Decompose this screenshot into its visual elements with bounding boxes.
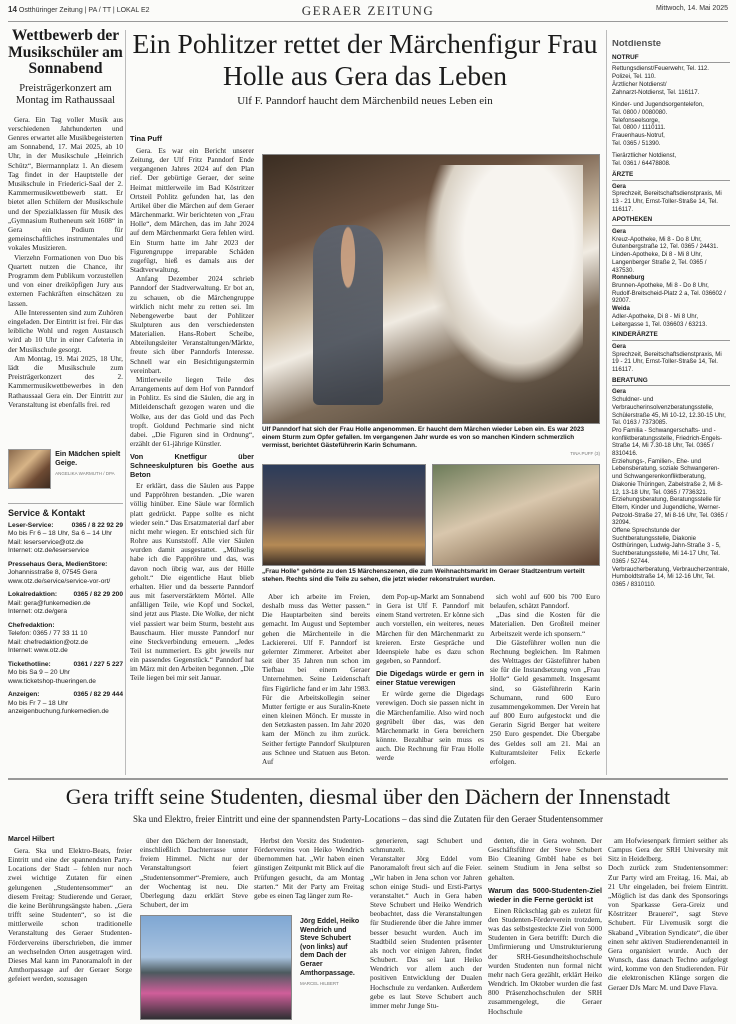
service-line: Mo bis Sa 9 – 20 Uhr: [8, 669, 70, 676]
notdienste-line: Erziehungsberatung, Beratungsstelle für Eltern, Kinder und Jugendliche, Werner-Petzold-Straße 27, Mi 8-16 Uhr, Tel. 0365 / 32094.: [612, 496, 728, 527]
paragraph: am Hofwiesenpark firmiert seither als Campus Gera der SRH University mit Sitz in Heidelberg. Doch zurück zum Studentensommer: Zur Party wird am Freitag, 16. Mai, ab 21 Uhr eingeladen, bei freiem Eintritt. „Möglich ist das dank des Sponsorings von Sparkasse Gera-Greiz und Köstritzer Brauerei“, sagt Steve Schubert. Für Livemusik sorgt die Skaband „Vibration Syndicate“, die über einen sehr aktiven Studierendenanteil in Gera organisiert wurde. Auch der Wunsch, dass danach Techno aufgelegt wird, komme von den Studierenden. Für die elektronischen Klänge sorgen die Geraer DJs Marc M. und Dave Flava.: [608, 836, 728, 992]
notdienste-line: Linden-Apotheke, Di 8 - Mi 8 Uhr, Langenberger Straße 2, Tel. 0365 / 437530.: [612, 251, 707, 274]
notdienste-line: Gera: [612, 182, 626, 190]
paragraph: Die Gästeführer wollen nun die Rechnung begleichen. Im Rahmen des Welttages der Gästeführer haben sie für die Instandsetzung von „Frau Holle“ Geld gesammelt. Insgesamt sind, so Gästeführerin Karin Schumann, rund 600 Euro zusammengekommen. Der Verein hat auf 800 Euro aufgestockt und die Gerarin Sigrid Berger hat weitere 250 Euro gespendet. Die Übergabe des Geldes soll am 21. Mai an Kulturamtsleiter Felix Eckerle erfolgen.: [490, 637, 600, 766]
notdienste-line: Weida: [612, 305, 630, 313]
paragraph: Am Montag, 19. Mai 2025, 18 Uhr, lädt die Musikschule zum Preisträgerkonzert des 2. Kammermusikwettbewerbes in den Rathaussaal Gera ein. Der Eintritt zur Veranstaltung ist ebenfalls frei. red: [8, 353, 123, 409]
service-label: Lokalredaktion:: [8, 591, 58, 598]
notdienste-line: Tel. 0361 / 64478808.: [612, 160, 671, 168]
service-line: Johannisstraße 8, 07545 Gera: [8, 569, 98, 576]
bottom-column-1: [8, 846, 132, 1020]
service-block-header: [8, 591, 123, 600]
paragraph: Aber ich arbeite im Freien, deshalb muss das Wetter passen.“ Die Hauptarbeiten sind bereits gemacht. Im August und September gehen die Märchenteile in die Lackiererei. Ulf F. Panndorf ist gelernter Zimmerer. Arbeitet aber seit über 35 Jahren nun schon im Tiefbau bei einem Geraer Unternehmen. Seine Leidenschaft fürs Figürliche fand er im Jahr 1983. Für die Arbeitskollegin seiner Mutter fertigte er aus Suralin-Knete einen kleinen Mönch. Er musste in den Setzkasten passen. Im Jahr 2020 kam der Mönch zu ihm zurück. Seither fertigte Panndorf Skulpturen aus Schnee und Statuen aus Beton. Auf: [262, 592, 370, 766]
photo-credit: ANGELIKA WARMUTH / DPA: [55, 470, 115, 476]
notdienste-line: Schuldner- und Verbraucherinsolvenzberatungsstelle, Schülerstraße 45, Mi 10-12, 12.30-15 Uhr, Tel. 0163 / 7373085.: [612, 396, 726, 427]
service-line: Internet: otz.de/gera: [8, 608, 68, 615]
bottom-subheadline: Ska und Elektro, freier Eintritt und eine der spannendsten Party-Locations – das sind die Zutaten für den Geraer Studentensommer: [132, 814, 604, 824]
notdienste-line: Frauenhaus-Notruf,: [612, 132, 665, 140]
man-figure: [313, 225, 383, 405]
notdienste-column: [612, 40, 730, 775]
service-line: Mo bis Fr 7 – 18 Uhr: [8, 699, 69, 707]
service-block-header: [8, 661, 123, 670]
christmas-market-photo: [262, 464, 426, 566]
paragraph: Einen Rückschlag gab es zuletzt für den Studenten-Förderverein trotzdem, was das selbstgesteckte Ziel von 5000 Studenten in Gera betrifft: Durch die Umfirmierung und Umstrukturierung der SRH-Gesundheitshochschule wurden Studenten nun formal nicht mehr nach Gera gezählt, erklärt Heiko Wendrich. Im Oktober wurden die fast 800 Präsenzhochschulen der SRH zusammengelegt, die Geraer Hochschule: [488, 905, 602, 1016]
section-heading: Von Knetfigur über Schneeskulpturen bis Goethe aus Beton: [130, 452, 254, 480]
notdienste-heading: KINDERÄRZTE: [612, 331, 730, 341]
paragraph: Herbst den Vorsitz des Studenten-Fördervereins von Heiko Wendrich übernommen hat. „Wir haben einen günstigen Zeitpunkt mit Blick auf die Prüfungen gesucht, da am Montag starten.“ Mit der Party am Freitag gebe es einen Tag länger zum Re-: [254, 836, 364, 900]
notdienste-title: Notdienste: [612, 40, 662, 49]
main-column-3: [376, 592, 484, 772]
side-photo-caption: Ein Mädchen spielt Geige. ANGELIKA WARMUTH / DPA: [55, 449, 123, 495]
notdienste-line: Ronneburg: [612, 274, 645, 282]
column-divider: [125, 30, 126, 775]
side-photo: [8, 449, 123, 495]
service-line: anzeigenbuchung.funkemedien.de: [8, 708, 109, 715]
notdienste-line: Polizei, Tel. 110.: [612, 73, 656, 81]
notdienste-line: Sprechzeit, Bereitschaftsdienstpraxis, Mi 13 - 21 Uhr, Ernst-Toller-Straße 14, Tel. 116117.: [612, 190, 722, 213]
service-phone: 0361 / 227 5 227: [73, 660, 123, 668]
main-headline: Ein Pohlitzer rettet der Märchenfigur Frau Holle aus Gera das Leben: [132, 28, 598, 91]
notdienste-line: Kinder- und Jugendsorgentelefon,: [612, 101, 704, 109]
side-article-subtitle: Preisträgerkonzert am Montag im Rathaussaal: [15, 82, 116, 106]
service-line: Mail: gera@funkemedien.de: [8, 599, 91, 607]
notdienste-line: Tierärztlicher Notdienst,: [612, 152, 677, 160]
section-heading: Warum das 5000-Studenten-Ziel wieder in die Ferne gerückt ist: [488, 885, 602, 904]
photo-credit: TINA PUFF (3): [570, 451, 600, 456]
spacer: [8, 717, 123, 722]
service-label: Pressehaus Gera, MedienStore:: [8, 560, 108, 568]
bottom-photo-caption: Jörg Eddel, Heiko Wendrich und Steve Schubert (von links) auf dem Dach der Geraer Amthorpassage. MARCEL HILBERT: [300, 918, 360, 989]
notdienste-line: Offene Sprechstunde der Suchtberatungsstelle, Diakonie Ostthüringen, Ludwig-Jahn-Straße 3 - 5, Suchtberatungsstelle, Mi 14-17 Uhr, Tel. 0365 / 52744.: [612, 527, 721, 565]
panndorf-photo: [262, 154, 600, 424]
notdienste-line: Gera: [612, 342, 626, 350]
service-label: Anzeigen:: [8, 691, 40, 698]
service-line: www.ticketshop-thueringen.de: [8, 677, 96, 685]
paragraph: Er erklärt, dass die Säulen aus Pappe und Pappröhren bestanden. „Die waren völlig hinüber. Eine Säule war förmlich platt gedrückt. Pappe sollte es nicht wieder sein.“ Das Ersatzmaterial darf aber nicht mehr wiegen. Er entschied sich für Rohre aus Kunststoff. Alle vier Säulen wurden damit ausgestattet. „Mühselig habe ich die Pappröhre und das, was davon noch übrig war, aus der Hülle geholt.“ Die eigentliche Haut blieb erhalten. Hier und da besserte Panndorf aus mit faserverstärktem Mörtel. Alle anfälligen Teile, wie Kopf und Sockel, sind jetzt aus Plaste. Die Wolke, der nicht viel passiert war beim Sturm, besteht aus Bauschaum. Hier musste Panndorf nur eine Steckverbindung erneuern. „Jedes Teil ist nummeriert. Es gibt jeweils nur ein passendes Gegenstück.“ Panndorf hat im März mit den Arbeiten begonnen. „Die Teile liegen bei mir seit Januar.: [130, 481, 254, 683]
bottom-column-2: [140, 836, 248, 912]
bottom-column-6: [608, 836, 728, 1020]
violin-girl-photo: [8, 449, 51, 489]
service-block-header: [8, 622, 123, 631]
paragraph: „Das sind die Kosten für die Materialien. Den Großteil meiner Arbeitszeit werde ich sponsern.“: [490, 610, 600, 638]
notdienste-line: Tel. 0800 / 1110111.: [612, 124, 666, 132]
notdienste-line: Sprechzeit, Bereitschaftsdienstpraxis, Mi 19 - 21 Uhr, Ernst-Toller-Straße 14, Tel. 116117.: [612, 350, 722, 374]
notdienste-line: Tel. 0365 / 51390.: [612, 139, 661, 147]
paragraph: generieren, sagt Schubert und schmunzelt. Veranstalter Jörg Eddel vom Panoramaloft freut sich auf die Feier. „Wir haben in Jena schon vor Jahren schon einige Studi- und Ersti-Partys veranstaltet.“ Auch in Gera haben Steve Schubert und Heiko Wendrich beobachtet, dass die Veranstaltungen für Studierende über die Jahre immer besser besucht wurden. Auch im Stadtbild seien Studenten präsenter als noch vor einigen Jahren, findet Schubert. Das sei laut Heiko Wendrich vor allem auch der positiven Entwicklung der Dualen Hochschule zu verdanken. Außerdem gebe es laut Steve Schubert auch immer mehr Junge Stu-: [370, 836, 482, 1010]
main-subheadline: Ulf F. Panndorf haucht dem Märchenbild neues Leben ein: [237, 95, 493, 107]
main-article-header: [130, 28, 600, 107]
service-contact-box: [8, 503, 123, 722]
bottom-column-3: [254, 836, 364, 912]
service-title: Service & Kontakt: [8, 503, 123, 518]
service-phone: 0365 / 82 29 444: [73, 691, 123, 698]
service-phone: 0365 / 8 22 92 29: [71, 521, 123, 529]
notdienste-line: Erziehungs-, Familien-, Ehe- und Lebensberatung, soziale Schwangeren- und Schwangerenkonfliktberatung, Diakonie Thüringen, Zabelstraße 2, Mi 8-12, 13-18 Uhr, Tel. 0365 / 7736321.: [612, 457, 723, 496]
paragraph: denten, die in Gera wohnen. Der Geschäftsführer der Steve Schubert Bio Cleaning GmbH habe es bei seinem Studium in Jena selbst so gehalten.: [488, 836, 602, 882]
notdienste-line: Kreuz-Apotheke, Mi 8 - Do 8 Uhr, Gutenbergstraße 12, Tel. 0365 / 24431.: [612, 235, 719, 251]
service-block-header: [8, 522, 123, 531]
main-column-2: [262, 592, 370, 772]
side-article-body: [8, 115, 123, 445]
notdienste-line: Rettungsdienst/Feuerwehr, Tel. 112.: [612, 65, 709, 73]
notdienste-line: Gera: [612, 228, 626, 236]
notdienste-line: Pro Familia - Schwangerschafts- und -konfliktberatungsstelle, Friedrich-Engels-Straße 14, Mi 7.30-18 Uhr, Tel. 0365 / 8310416.: [612, 426, 723, 458]
paragraph: Er würde gerne die Digedags verewigen. Doch sie passen nicht in die Märchenfamilie. Also wird noch gegrübelt über das, was den Märchenmarkt in Gera bereichern könnte. Bezahlbar sein muss es auch. Die Rechnung für Frau Holle werde: [376, 689, 484, 763]
main-column-4: [490, 592, 600, 772]
service-line: Internet: www.otz.de: [8, 647, 68, 654]
notdienste-line: Ärztlicher Notdienst/: [612, 80, 667, 88]
rooftop-photo: [140, 915, 292, 1020]
paragraph: Gera. Es war ein Bericht unserer Zeitung, der Ulf Fritz Panndorf Ende vergangenen Jahres 2024 auf den Plan rief. Der gebürtige Geraer, der seine Heimat mittlerweile im Bad Köstritzer Ortsteil Pohlitz gefunden hat, las den Artikel über die Märchen auf dem Geraer Märchenmarkt. Wir berichteten von „Frau Holle“, dem Märchen, das im Jahr 2024 auf dem Märchenmarkt Gera fehlen wird. Ein Sturm hatte im Jahr 2023 der Figurengruppe irreparable Schäden zugefügt, hieß es damals aus der Stadtverwaltung.: [130, 146, 254, 275]
service-line: www.otz.de/service/service-vor-ort/: [8, 577, 111, 585]
paragraph: Gera. Ska und Elektro-Beats, freier Eintritt und eine der spannendsten Party-Locations der Stadt – fehlen nur noch zwei wichtige Zutaten für einen gelungenen „Studentensommer“ an diesem Freitag: Studierende und Geraer, die keine Berührungsängste haben. „Gera trifft seine Studenten“, so ist die mittlerweile schon traditionelle Veranstaltung des Geraer Studenten-Fördervereins überschrieben, die immer an wechselnden Orten ausgetragen wird. Dieses Mal kann im Panoramaloft in der Amthorpassage auf der Geraer Sorge gefeiert werden, sozusagen: [8, 846, 132, 984]
service-label: Tickethotline:: [8, 660, 51, 668]
notdienste-line: Verbraucherberatung, Verbraucherzentrale, Humboldtstraße 14, Mi 12-16 Uhr, Tel. 0365 / 8310110.: [612, 565, 730, 588]
side-article-title: Wettbewerb der Musikschüler am Sonnabend: [8, 27, 123, 77]
paragraph: Anfang Dezember 2024 schrieb Panndorf der Stadtverwaltung. Er bot an, zu schauen, ob die Märchengruppe wirklich nicht mehr zu retten sei. Im Nebengewerbe baut der Pohlitzer Skulpturen aus den verschiedensten Materialien. Hans-Robert Scheibe, Abteilungsleiter Veranstaltungen/Märkte, freute sich über Panndorfs Interesse. Schnell war ein Besichtigungstermin vereinbart.: [130, 274, 254, 375]
service-label: Chefredaktion:: [8, 621, 55, 629]
notdienste-heading: NOTRUF: [612, 54, 730, 64]
notdienste-line: Adler-Apotheke, Di 8 - Mi 8 Uhr, Leitergasse 1, Tel. 036603 / 63213.: [612, 312, 708, 328]
paragraph: sich wohl auf 600 bis 700 Euro belaufen, schätzt Panndorf.: [490, 592, 600, 611]
notdienste-heading: ÄRZTE: [612, 171, 730, 181]
service-line: Mail: chefredaktion@otz.de: [8, 638, 88, 646]
paragraph: Mittlerweile liegen Teile des Arrangements auf dem Hof von Panndorf in Pohlitz. Es sind die Säulen, die arg in Mitleidenschaft gezogen waren und die Wolke, aus der das Gold und das Pech tropft. Goldund Pechmarie sind nicht dabei. „Die Figuren sind in Ordnung“, erzählt der 61-jährige Künstler.: [130, 374, 254, 448]
left-column: [8, 28, 123, 722]
masthead: GERAER ZEITUNG: [301, 3, 435, 18]
parts-photo: [432, 464, 600, 566]
bottom-column-5: [488, 836, 602, 1020]
bottom-author: Marcel Hilbert: [8, 836, 55, 843]
notdienste-line: Tel. 0800 / 0080080.: [612, 108, 668, 116]
notdienste-heading: BERATUNG: [612, 377, 730, 387]
main-author: Tina Puff: [130, 134, 162, 143]
paragraph: Alle Interessenten sind zum Zuhören eingeladen. Der Eintritt ist frei. Für das leibliche Wohl und regen Austausch wird ab 10 Uhr in einer Cafeteria in der Musikschule gesorgt.: [8, 307, 123, 354]
notdienste-line: Zahnarzt-Notdienst, Tel. 116117.: [612, 88, 700, 96]
paragraph: Vierzehn Formationen von Duo bis Quartett nutzen die Chance, ihr Programm dem Publikum vorzustellen und von einer dreiköpfigen Jury aus externen Fachkräften einschätzen zu lassen.: [8, 252, 123, 308]
page-header: [8, 0, 728, 22]
paragraph: über den Dächern der Innenstadt, einschließlich Dachterrasse unter freiem Himmel. Nicht nur der Veranstaltungsort feiert „Studentensommer“-Premiere, auch der Wochentag ist neu. Die Überlegung dazu erklärt Steve Schubert, der im: [140, 836, 248, 910]
notdienste-line: Telefonseelsorge,: [612, 116, 660, 124]
section-divider: [8, 778, 728, 780]
service-label: Leser-Service:: [8, 521, 54, 529]
service-block-header: [8, 561, 123, 570]
service-phone: 0365 / 82 29 200: [73, 591, 123, 598]
bottom-headline: Gera trifft seine Studenten, diesmal über den Dächern der Innenstadt: [65, 784, 671, 809]
main-column-1: [130, 146, 254, 772]
main-photo-caption: Ulf Panndorf hat sich der Frau Holle angenommen. Er haucht dem Märchen wieder Leben ein. Es war 2023 einem Sturm zum Opfer gefallen. Im vergangenen Jahr wurde es von so manchen Kindern schmerzlich vermisst, berichtet Gästeführerin Karin Schumann. TINA PUFF (3): [262, 426, 600, 456]
service-line: Telefon: 0365 / 77 33 11 10: [8, 630, 88, 637]
service-line: Mail: leserservice@otz.de: [8, 538, 84, 546]
service-line: Internet: otz.de/leserservice: [8, 547, 89, 554]
notdienste-line: Gera: [612, 388, 626, 396]
section-heading: Die Digedags würde er gern in einer Statue verewigen: [376, 669, 484, 688]
page-number: 14 Ostthüringer Zeitung | PA / TT | LOKAL E2: [8, 5, 150, 14]
paragraph: dem Pop-up-Markt am Sonnabend in Gera ist Ulf F. Panndorf mit einem Stand vertreten. Er könne sich auch vorstellen, ein weiteres, neues Märchen für den Märchenmarkt zu kreieren. Erste Gespräche und Ideenspiele habe es dazu schon gegeben, so Panndorf.: [376, 592, 484, 666]
service-line: Mo bis Fr 6 – 18 Uhr, Sa 6 – 14 Uhr: [8, 530, 113, 537]
service-block-header: [8, 691, 123, 700]
photo-credit: MARCEL HILBERT: [300, 981, 339, 987]
notdienste-line: Brunnen-Apotheke, Mi 8 - Do 8 Uhr, Rudolf-Breitscheid-Platz 2 a, Tel. 036602 / 92007.: [612, 281, 726, 305]
paragraph: Gera. Ein Tag voller Musik aus verschiedenen Jahrhunderten und Genres erwartet alle Musikbegeisterten am Sonnabend, 17. Mai 2025, ab 10 Uhr, in der Musikschule „Heinrich Schütz“, Biermannplatz 1. An diesem Tag findet in der Hauptstelle der Musikschule in Friederici-Saal der 2. Kammermusikwettbewerb statt. Er bietet allen Schülern der Musikschule und der Spezialklassen für Musik des „Gymnasium Rutheneum seit 1608“ in Gera ein Podium für gemeinschaftliches instrumentales und vokales Musizieren.: [8, 114, 123, 253]
column-divider: [606, 30, 607, 775]
notdienste-heading: APOTHEKEN: [612, 216, 730, 226]
issue-date: Mittwoch, 14. Mai 2025: [656, 5, 728, 12]
bottom-column-4: [370, 836, 482, 1020]
photo-pair-caption: „Frau Holle“ gehörte zu den 15 Märchenszenen, die zum Weihnachtsmarkt im Geraer Stadtzentrum verteilt stehen. Rechts sind die Teile zu sehen, die jetzt wieder rekonstruiert wurden.: [262, 568, 585, 583]
frau-holle-figure: [423, 165, 583, 385]
